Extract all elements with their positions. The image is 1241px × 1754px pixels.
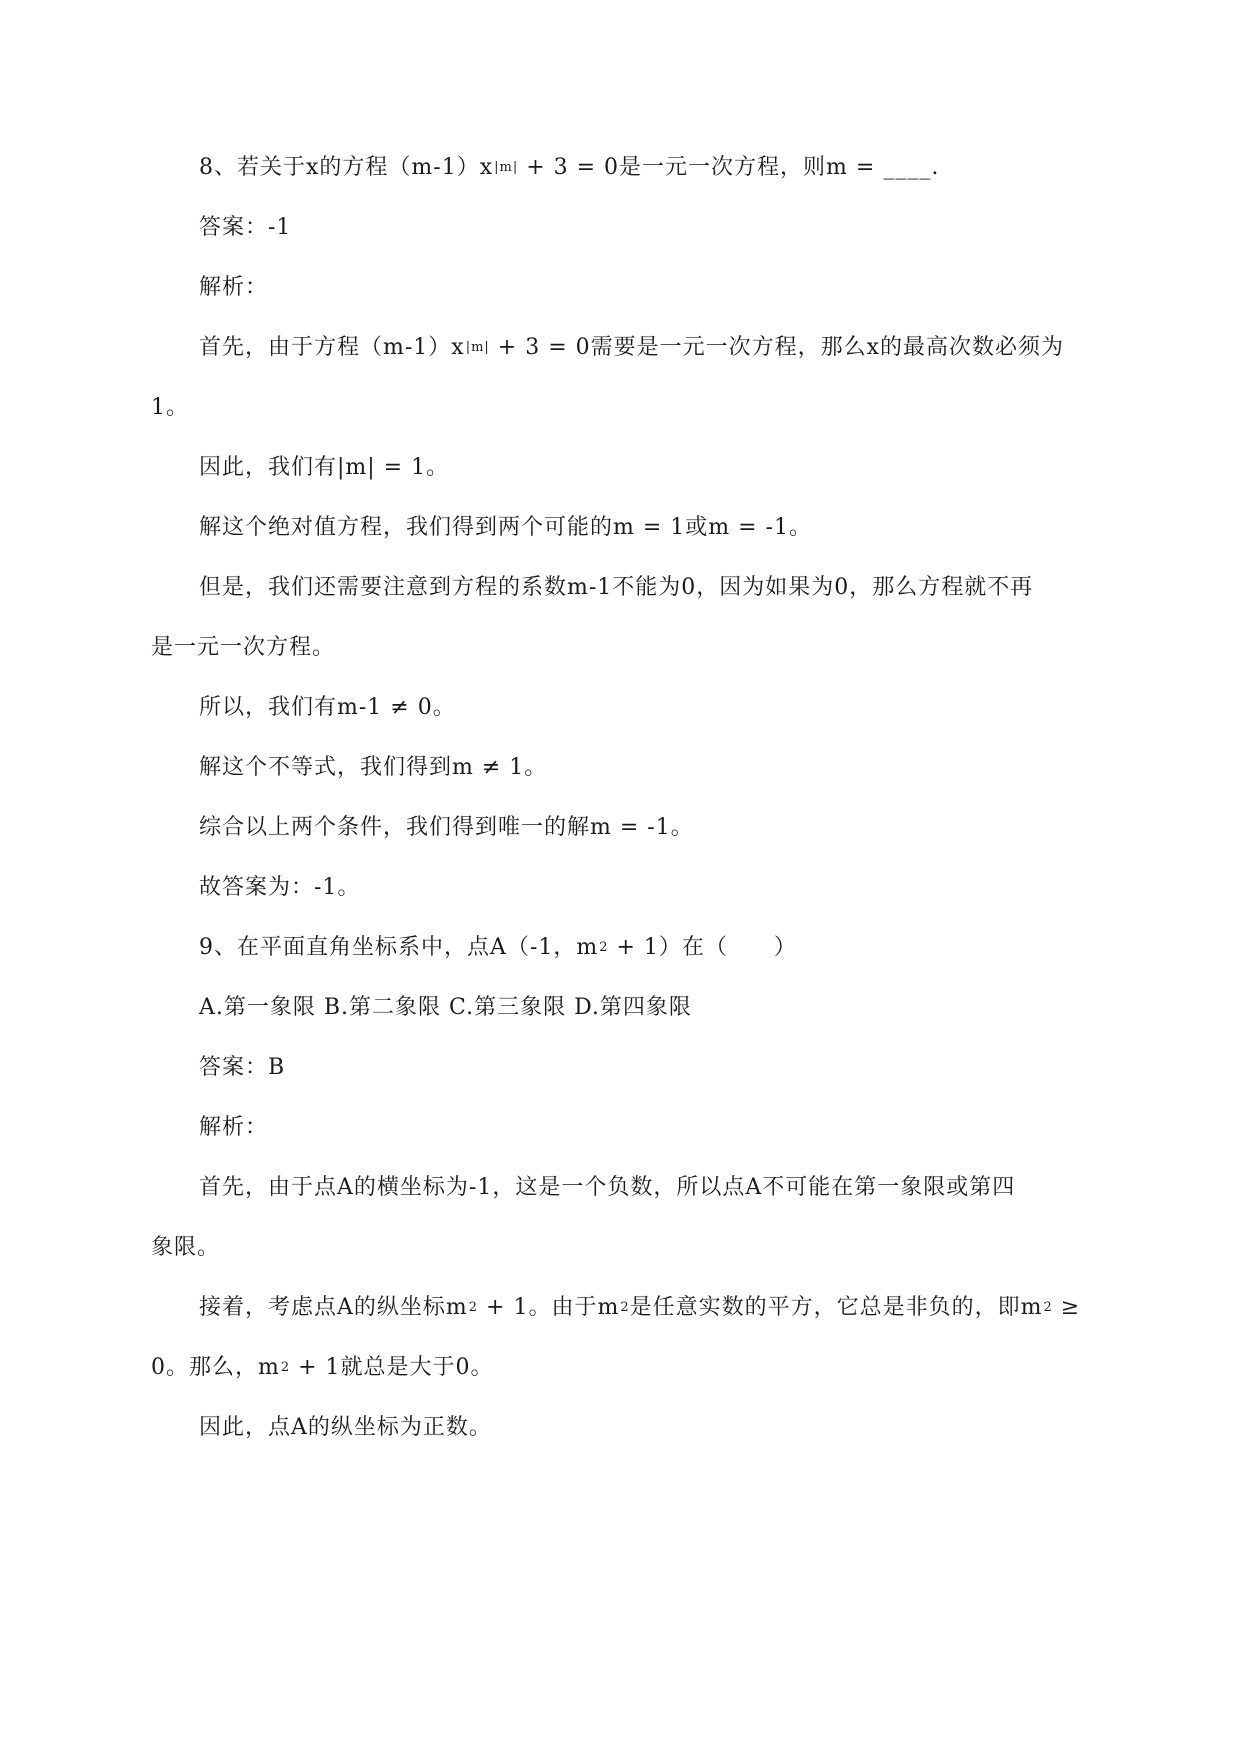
q9-step1-line1: 首先，由于点A的横坐标为-1，这是一个负数，所以点A不可能在第一象限或第四	[199, 1175, 1016, 1200]
q8-step6: 解这个不等式，我们得到m ≠ 1。	[199, 755, 548, 780]
exponent: 2	[599, 940, 609, 955]
q8-step2: 因此，我们有|m| = 1。	[199, 455, 450, 480]
question-9: 9、在平面直角坐标系中，点A（-1，$m^2 + 1$）在（ ）	[199, 935, 797, 960]
q8-step4-line2: 是一元一次方程。	[151, 635, 336, 660]
q8-step4-line1: 但是，我们还需要注意到方程的系数m-1不能为0，因为如果为0，那么方程就不再	[199, 575, 1034, 600]
exponent: |m|	[494, 160, 519, 175]
exponent: 2	[1043, 1300, 1053, 1315]
q9-options: A.第一象限 B.第二象限 C.第三象限 D.第四象限	[199, 995, 692, 1020]
q8-conclusion: 故答案为：-1。	[199, 875, 361, 900]
q8-step5: 所以，我们有m-1 ≠ 0。	[199, 695, 456, 720]
q9-step2-line2: 0。那么，$m^2 + 1$就总是大于0。	[151, 1355, 494, 1380]
exponent: 2	[620, 1300, 630, 1315]
q8-step1: 首先，由于方程$(m-1)x^{|m|} + 3 = 0$需要是一元一次方程，那么x的最高次数必须为	[199, 335, 1065, 360]
exponent: 2	[280, 1360, 291, 1375]
question-8: 8、若关于x的方程$(m-1)x^{|m|} + 3 = 0$是一元一次方程，则m = ____.	[199, 155, 940, 180]
q8-answer: 答案：-1	[199, 215, 292, 240]
exponent: 2	[468, 1300, 479, 1315]
q9-answer: 答案：B	[199, 1055, 286, 1080]
q8-step1-cont: 1。	[151, 395, 189, 420]
q8-step3: 解这个绝对值方程，我们得到两个可能的m = 1或m = -1。	[199, 515, 812, 540]
q8-analysis-label: 解析：	[199, 275, 269, 300]
q9-analysis-label: 解析：	[199, 1115, 269, 1140]
q9-step1-line2: 象限。	[151, 1235, 221, 1260]
q8-step7: 综合以上两个条件，我们得到唯一的解m = -1。	[199, 815, 694, 840]
q9-step3: 因此，点A的纵坐标为正数。	[199, 1415, 492, 1440]
exponent: |m|	[465, 340, 490, 355]
q9-step2-line1: 接着，考虑点A的纵坐标$m^2 + 1$。由于$m^2$是任意实数的平方，它总是非负的，即$m^2$ ≥	[199, 1295, 1081, 1320]
